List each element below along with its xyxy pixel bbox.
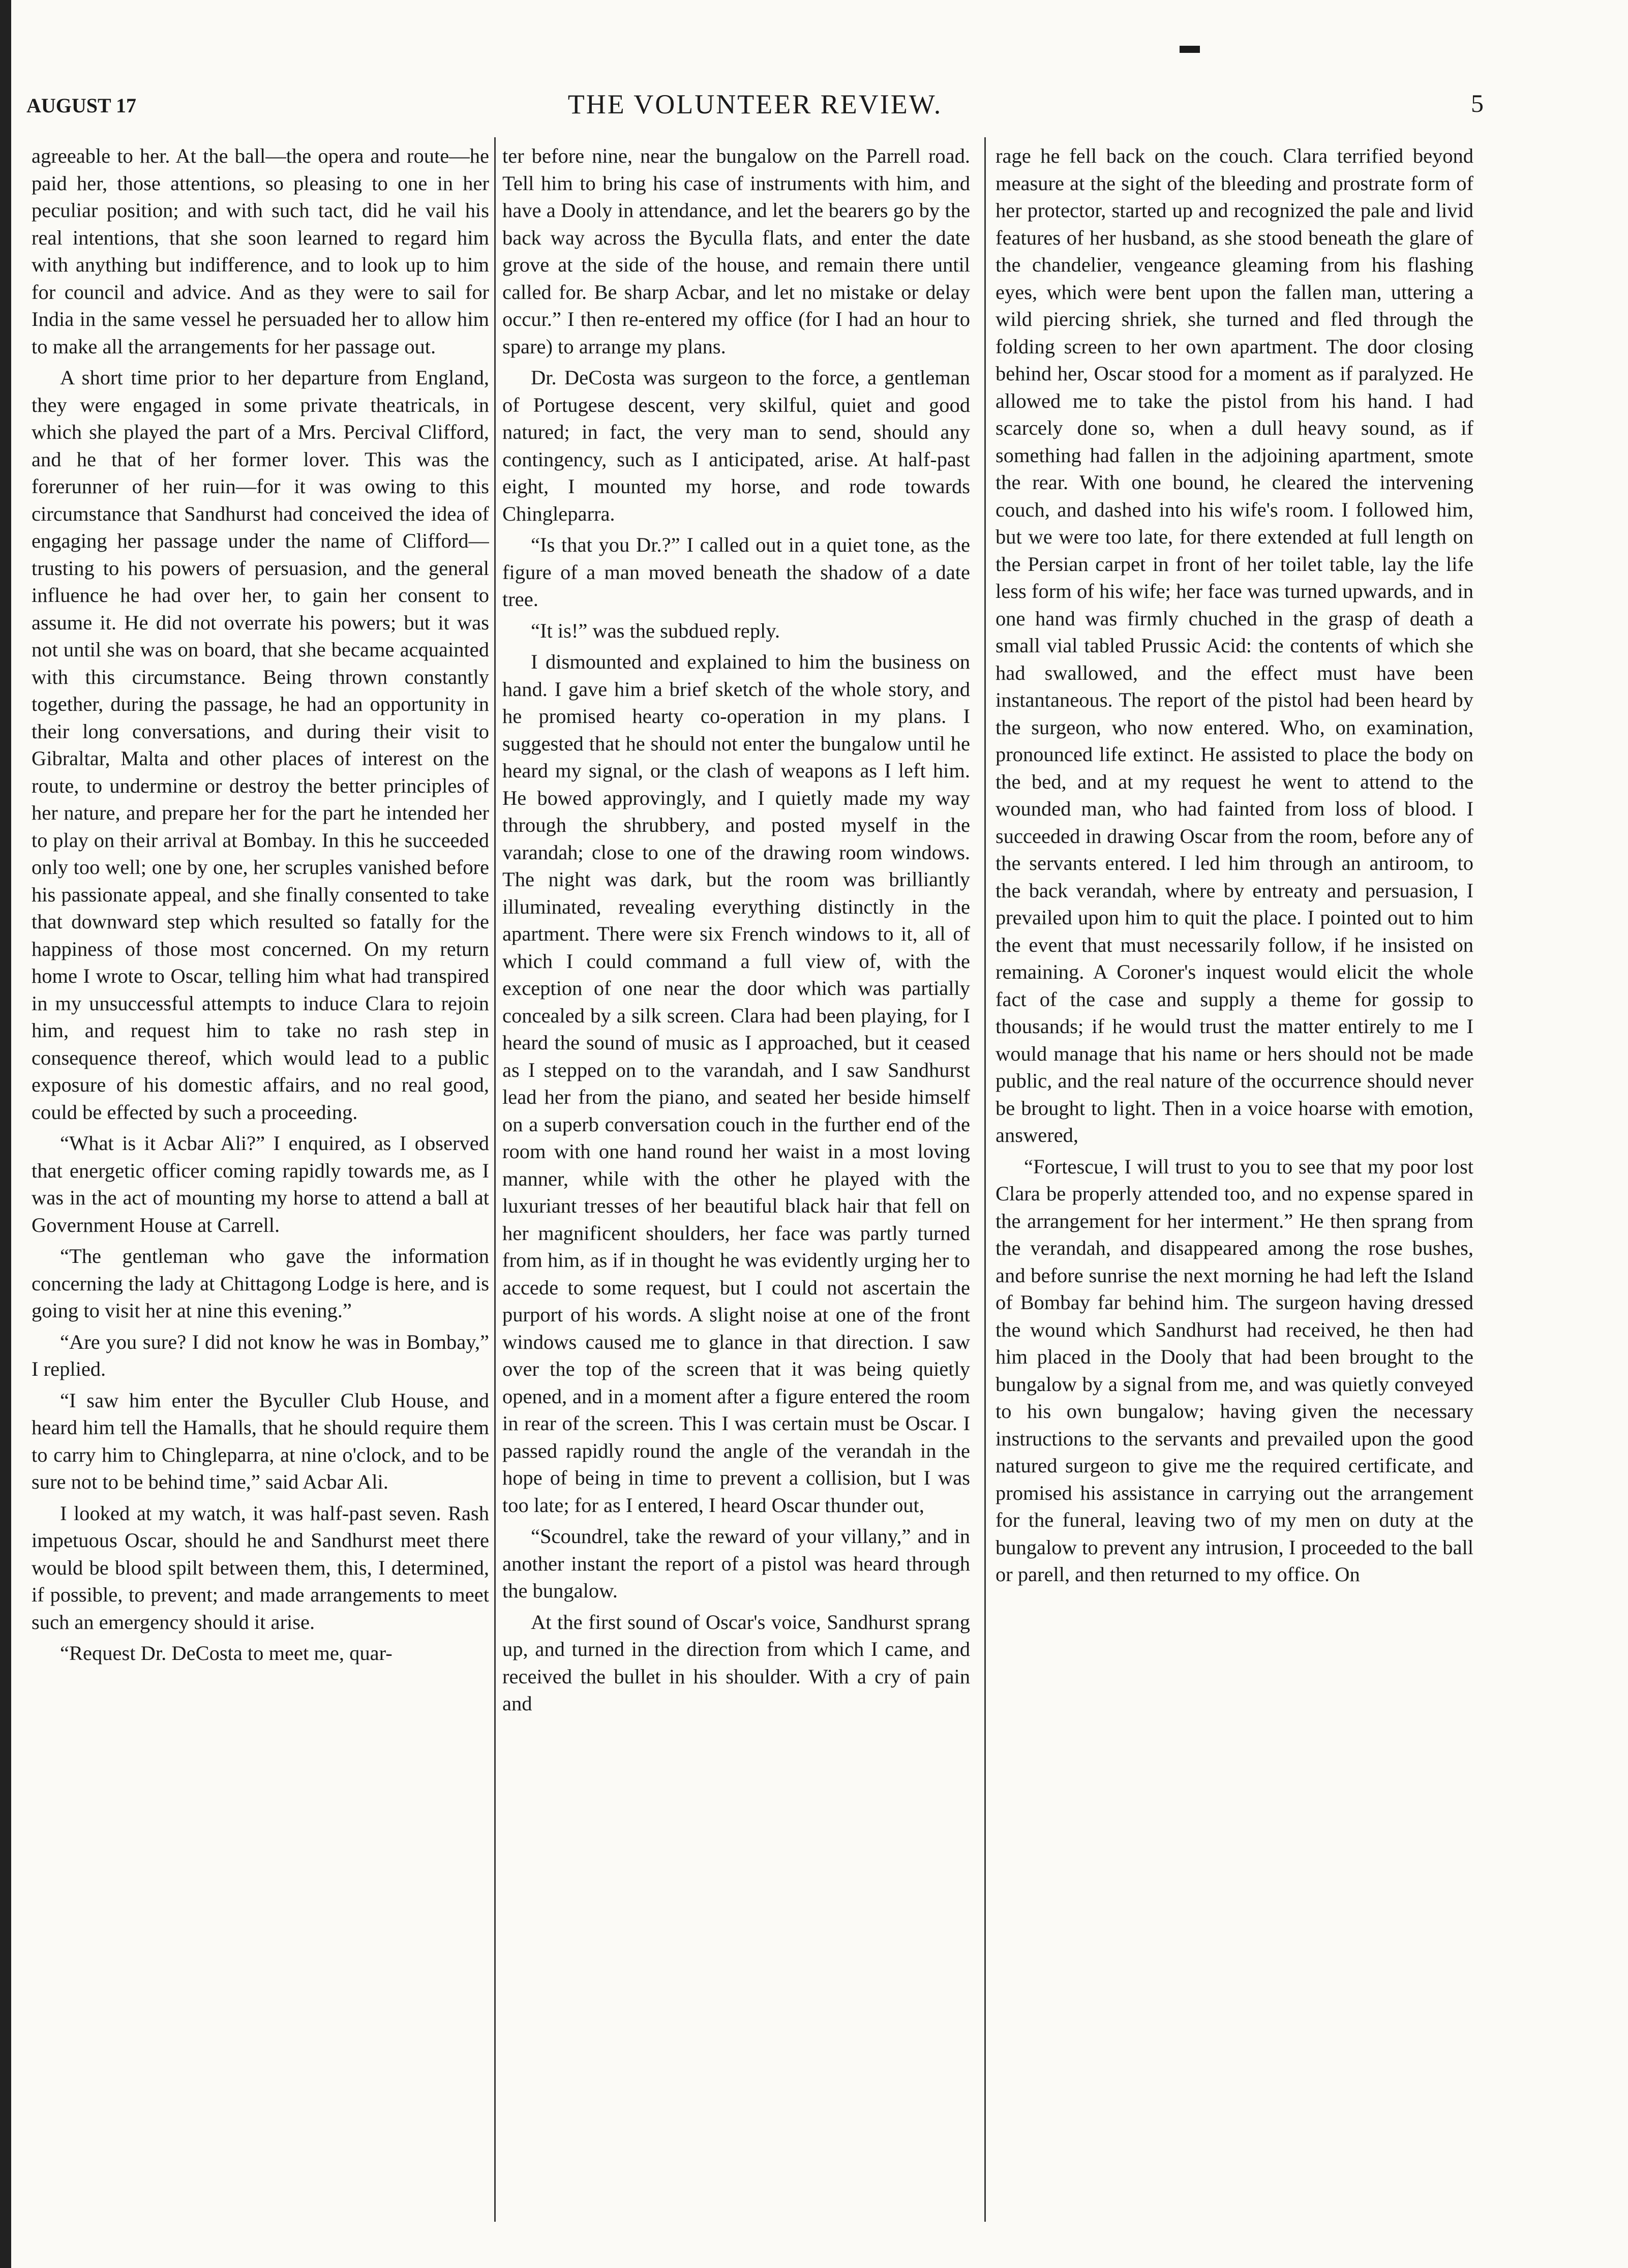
text-column-2 [502, 142, 970, 2222]
paragraph: “What is it Acbar Ali?” I enquired, as I observed that energetic officer coming rapidly towards me, as I was in the act of mounting my horse to attend a ball at Government House at Carrell. [32, 1132, 489, 1236]
paragraph: “It is!” was the subdued reply. [531, 619, 780, 642]
ink-mark [1180, 46, 1200, 53]
text-column-3 [996, 142, 1473, 2222]
paragraph: A short time prior to her departure from England, they were engaged in some private theatricals, in which she played the part of a Mrs. Percival Clifford, and he that of her former lover. This was the forerunner of her ruin—for it was owing to this circumstance that Sandhurst had conceived the idea of engaging her passage under the name of Clifford—trusting to his powers of persuasion, and the general influence he had over her, to gain her consent to assume it. He did not overrate his powers; but it was not until she was on board, that she became acquainted with this circumstance. Being thrown constantly together, during the passage, he had an opportunity in their long conversations, and during their visit to Gibraltar, Malta and other places of interest on the route, to undermine or destroy the better principles of her nature, and prepare her for the part he intended her to play on their arrival at Bombay. In this he succeeded only too well; one by one, her scruples vanished before his passionate appeal, and she finally consented to take that downward step which resulted so fatally for the happiness of those most concerned. On my return home I wrote to Oscar, telling him what had transpired in my unsuccessful attempts to induce Clara to rejoin him, and request him to take no rash step in consequence thereof, which would lead to a public exposure of his domestic affairs, and no real good, could be effected by such a proceeding. [32, 366, 489, 1124]
page-number: 5 [1471, 89, 1484, 117]
paragraph: I looked at my watch, it was half-past seven. Rash impetuous Oscar, should he and Sandhurst meet there would be blood spilt between them, this, I determined, if possible, to prevent; and made arrangements to meet such an emergency should it arise. [32, 1501, 489, 1634]
paragraph: At the first sound of Oscar's voice, Sandhurst sprang up, and turned in the direction from which I came, and received the bullet in his shoulder. With a cry of pain and [502, 1610, 970, 1715]
paragraph: ter before nine, near the bungalow on the Parrell road. Tell him to bring his case of instruments with him, and have a Dooly in attendance, and let the bearers go by the back way across the Byculla flats, and enter the date grove at the side of the house, and remain there until called for. Be sharp Acbar, and let no mistake or delay occur.” I then re-entered my office (for I had an hour to spare) to arrange my plans. [502, 144, 970, 358]
issue-date: AUGUST 17 [26, 94, 136, 117]
paragraph: “Fortescue, I will trust to you to see that my poor lost Clara be properly attended too, and no expense spared in the arrangement for her interment.” He then sprang from the verandah, and disappeared among the rose bushes, and before sunrise the next morning he had left the Island of Bombay far behind him. The surgeon having dressed the wound which Sandhurst had received, he then had him placed in the Dooly that had been brought to the bungalow by a signal from me, and was quietly conveyed to his own bungalow; having given the necessary instructions to the servants and prevailed upon the good natured surgeon to give me the required certificate, and promised his assistance in carrying out the arrangement for the funeral, leaving two of my men on duty at the bungalow to prevent any intrusion, I proceeded to the ball or parell, and then returned to my office. On [996, 1155, 1473, 1586]
paragraph: “I saw him enter the Byculler Club House, and heard him tell the Hamalls, that he should require them to carry him to Chingleparra, at nine o'clock, and to be sure not to be behind time,” said Acbar Ali. [32, 1388, 489, 1493]
paragraph: “Scoundrel, take the reward of your villany,” and in another instant the report of a pistol was heard through the bungalow. [502, 1525, 970, 1602]
paragraph: “Request Dr. DeCosta to meet me, quar- [60, 1642, 393, 1665]
paragraph: Dr. DeCosta was surgeon to the force, a gentleman of Portugese descent, very skilful, quiet and good natured; in fact, the very man to send, should any contingency, such as I anticipated, arise. At half-past eight, I mounted my horse, and rode towards Chingleparra. [502, 366, 970, 525]
paragraph: “Are you sure? I did not know he was in Bombay,” I replied. [32, 1330, 489, 1380]
column-rule [984, 137, 986, 2222]
paragraph: “The gentleman who gave the information concerning the lady at Chittagong Lodge is here, and is going to visit her at nine this evening.” [32, 1245, 489, 1322]
paragraph: agreeable to her. At the ball—the opera and route—he paid her, those attentions, so pleasing to one in her peculiar position; and with such tact, did he vail his real intentions, that she soon learned to regard him with anything but indifference, and to look up to him for council and advice. And as they were to sail for India in the same vessel he persuaded her to allow him to make all the arrangements for her passage out. [32, 144, 489, 358]
binding-edge [0, 0, 11, 2268]
text-column-1 [32, 142, 489, 2222]
paragraph: I dismounted and explained to him the business on hand. I gave him a brief sketch of the whole story, and he promised hearty co-operation in my plans. I suggested that he should not enter the bungalow until he heard my signal, or the clash of weapons as I left him. He bowed approvingly, and I quietly made my way through the shrubbery, and posted myself in the varandah; close to one of the drawing room windows. The night was dark, but the room was brilliantly illuminated, revealing everything distinctly in the apartment. There were six French windows to it, all of which I could command a full view of, with the exception of one near the door which was partially concealed by a silk screen. Clara had been playing, for I heard the sound of music as I approached, but it ceased as I stepped on to the varandah, and I saw Sandhurst lead her from the piano, and seated her beside himself on a superb conversation couch in the further end of the room with one hand round her waist in a most loving manner, while with the other he played with the luxuriant tresses of her beautiful black hair that fell on her magnificent shoulders, her face was partly turned from him, as if in thought he was evidently urging her to accede to some request, but I could not ascertain the purport of his words. A slight noise at one of the front windows caused me to glance in that direction. I saw over the top of the screen that it was being quietly opened, and in a moment after a figure entered the room in rear of the screen. This I was certain must be Oscar. I passed rapidly round the angle of the verandah in the hope of being in time to prevent a collision, but I was too late; for as I entered, I heard Oscar thunder out, [502, 650, 970, 1517]
running-head [20, 85, 1490, 131]
column-rule [494, 137, 496, 2222]
publication-title: THE VOLUNTEER REVIEW. [567, 89, 943, 119]
paragraph: “Is that you Dr.?” I called out in a quiet tone, as the figure of a man moved beneath the shadow of a date tree. [502, 533, 970, 611]
paragraph: rage he fell back on the couch. Clara terrified beyond measure at the sight of the bleeding and prostrate form of her protector, started up and recognized the pale and livid features of her husband, as she stood beneath the glare of the chandelier, vengeance gleaming from his flashing eyes, which were bent upon the fallen man, uttering a wild piercing shriek, she turned and fled through the folding screen to her own apartment. The door closing behind her, Oscar stood for a moment as if paralyzed. He allowed me to take the pistol from his hand. I had scarcely done so, when a dull heavy sound, as if something had fallen in the adjoining apartment, smote the rear. With one bound, he cleared the intervening couch, and dashed into his wife's room. I followed him, but we were too late, for there extended at full length on the Persian carpet in front of her toilet table, lay the life less form of his wife; her face was turned upwards, and in one hand was firmly chuched in the grasp of death a small vial tabled Prussic Acid: the contents of which she had swallowed, and the effect must have been instantaneous. The report of the pistol had been heard by the surgeon, who now entered. Who, on examination, pronounced life extinct. He assisted to place the body on the bed, and at my request he went to attend to the wounded man, who had fainted from loss of blood. I succeeded in drawing Oscar from the room, before any of the servants entered. I led him through an antiroom, to the back verandah, where by entreaty and persuasion, I prevailed upon him to quit the place. I pointed out to him the event that must necessarily follow, if he insisted on remaining. A Coroner's inquest would elicit the whole fact of the case and supply a theme for gossip to thousands; if he would trust the matter entirely to me I would manage that his name or hers should not be made public, and the real nature of the occurrence should never be brought to light. Then in a voice hoarse with emotion, answered, [996, 144, 1473, 1146]
